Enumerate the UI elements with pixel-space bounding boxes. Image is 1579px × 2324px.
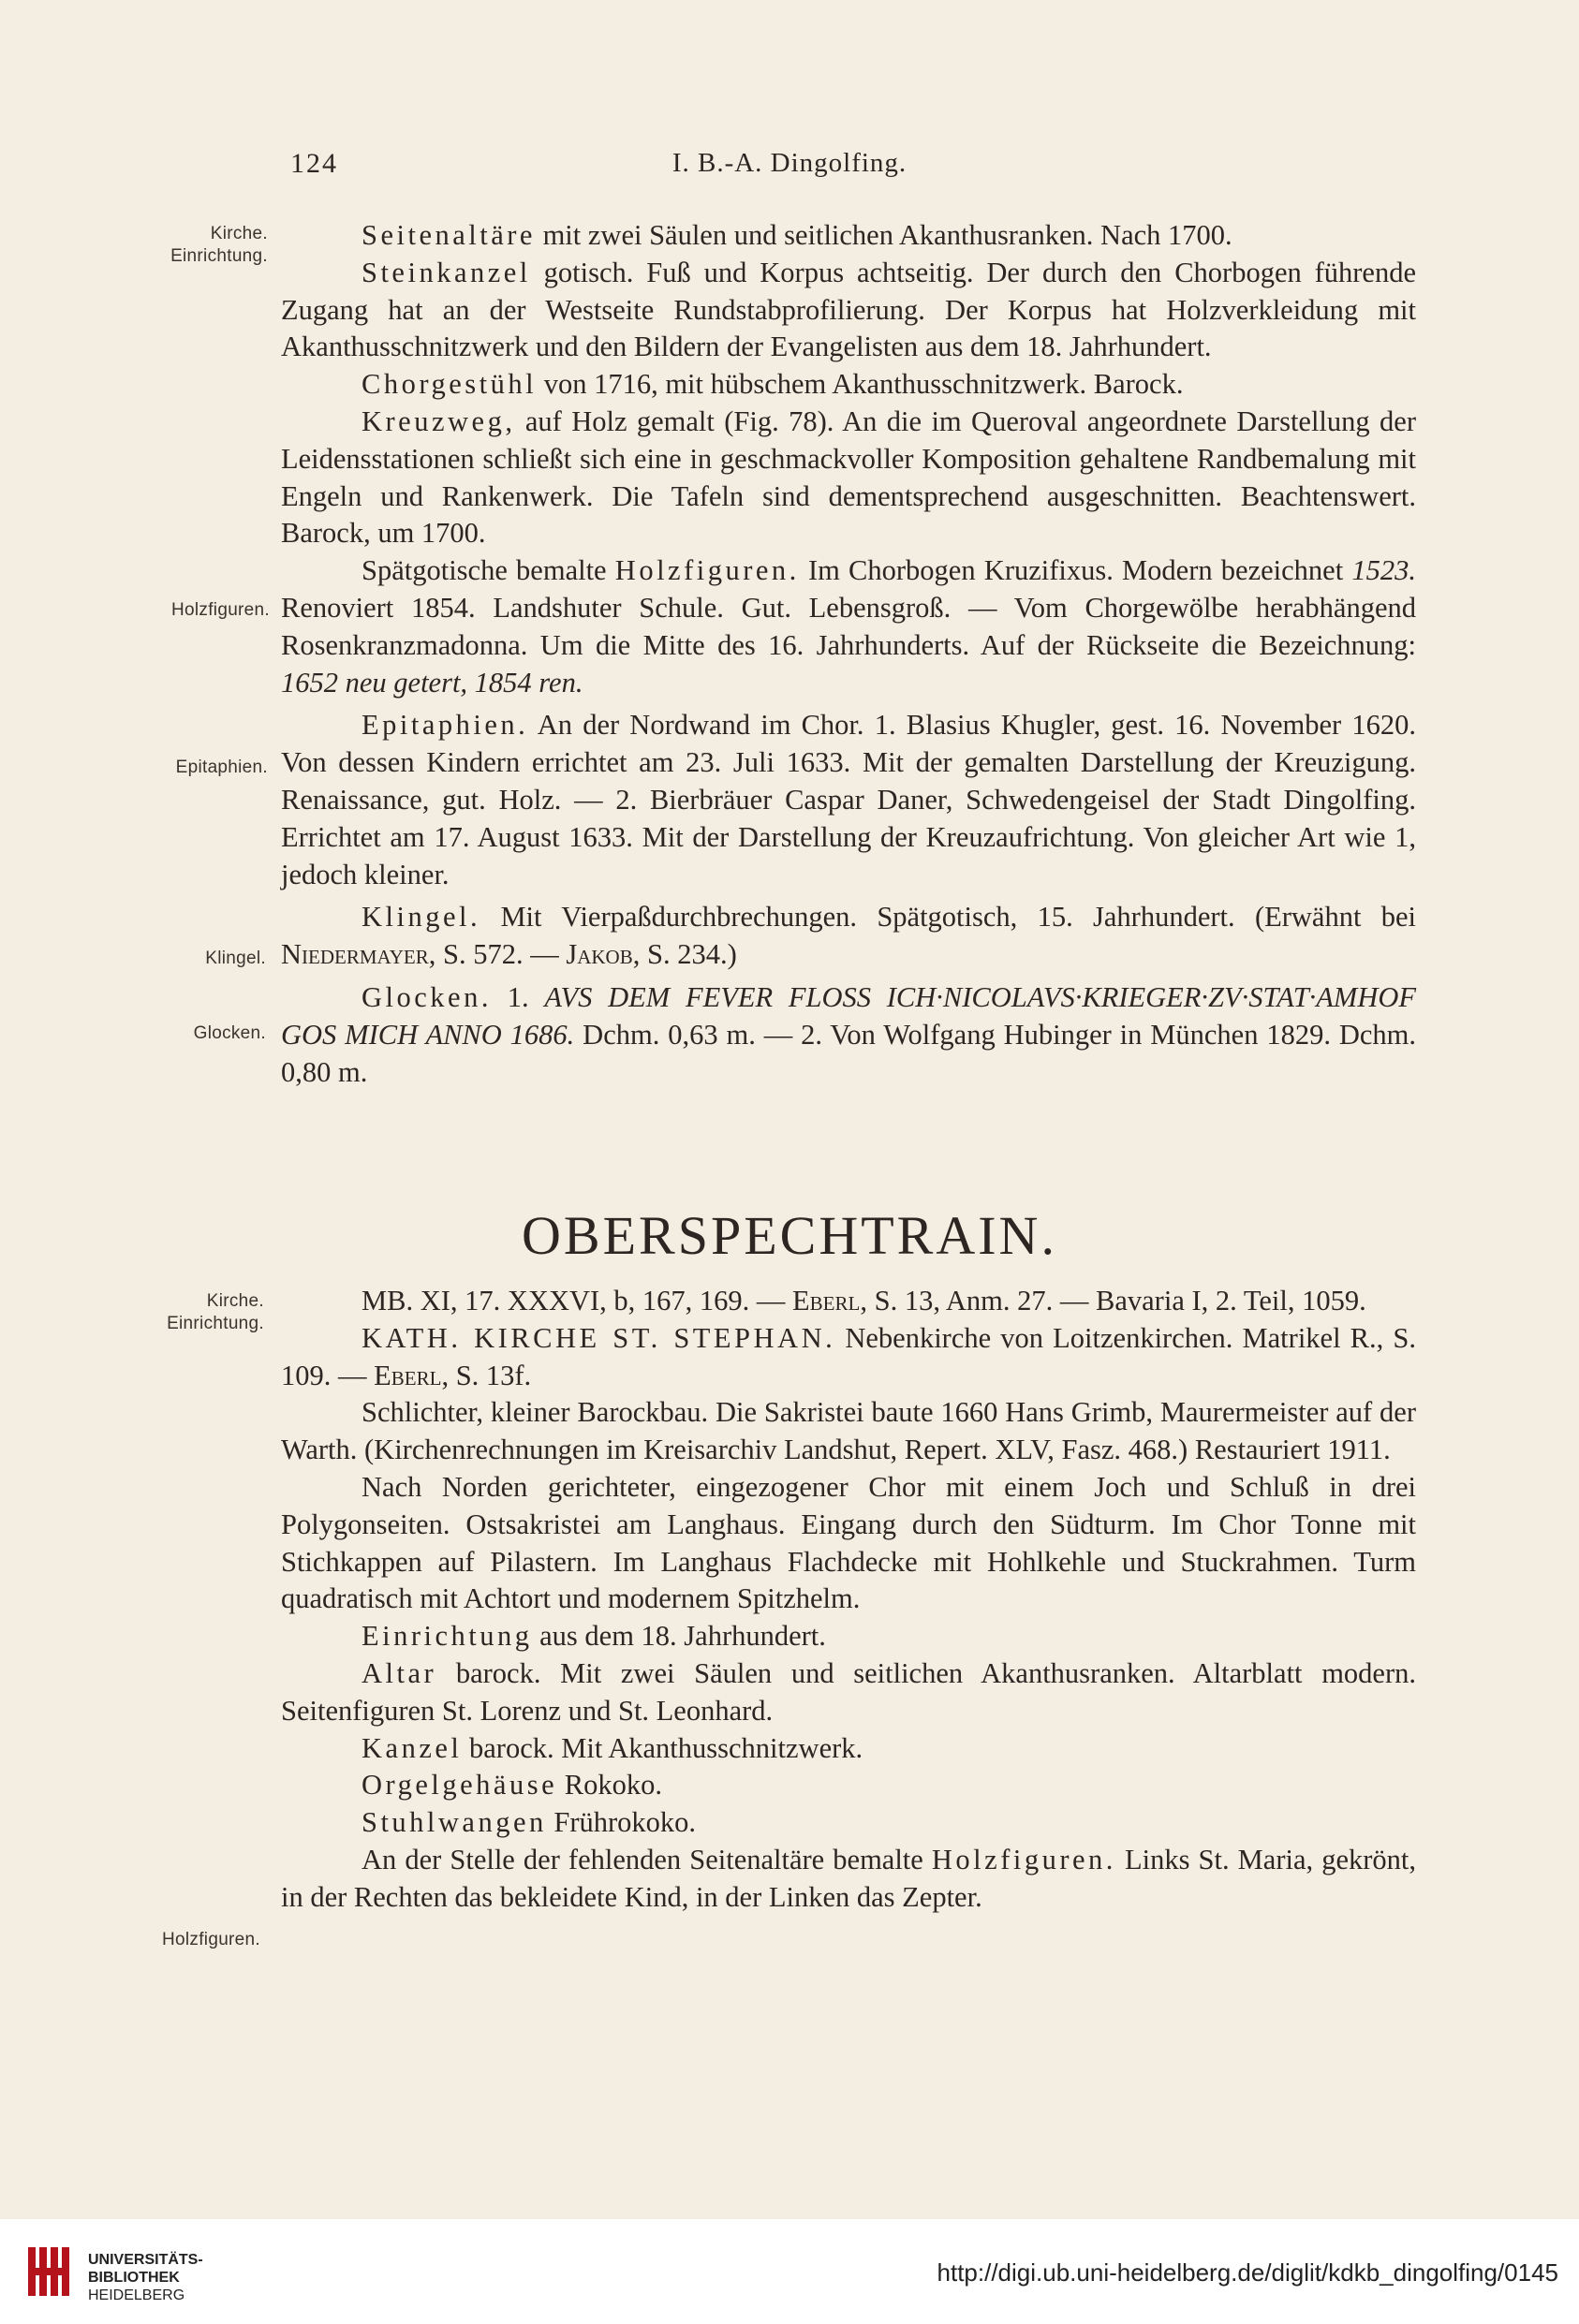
paragraph: Nach Norden gerichteter, eingezogener Chor mit einem Joch und Schluß in drei Polygonseiten. Ostsakristei am Langhaus. Eingang durch den Südturm. Im Chor Tonne mit Stichkappen auf Pilastern. Im Langhaus Flachdecke mit Hohlkehle und Stuckrahmen. Turm quadratisch mit Achtort und modernem Spitzhelm. — [281, 1470, 1416, 1615]
margin-note-glocken: Glocken. — [193, 1023, 266, 1043]
body-text-section-2 — [281, 1283, 1416, 1917]
paragraph: Orgelgehäuse Rokoko. — [362, 1769, 662, 1802]
paragraph: KATH. KIRCHE ST. STEPHAN. Nebenkirche von Loitzenkirchen. Matrikel R., S. 109. — Eberl, S. 13f. — [281, 1321, 1416, 1391]
margin-note-kirche: Kirche. Einrichtung. — [170, 224, 268, 266]
paragraph: Spätgotische bemalte Holzfiguren. Im Chorbogen Kruzifixus. Modern bezeichnet 1523. Renoviert 1854. Landshuter Schule. Gut. Lebensgroß. — Vom Chorgewölbe herabhängend Rosenkranzmadonna. Um die Mitte des 16. Jahrhunderts. Auf der Rückseite die Bezeichnung: 1652 neu getert, 1854 ren. — [281, 554, 1417, 699]
paragraph: Stuhlwangen Frührokoko. — [362, 1806, 697, 1839]
source-url-link[interactable]: http://digi.ub.uni-heidelberg.de/diglit/kdkb_dingolfing/0145 — [937, 2258, 1558, 2287]
paragraph: Kanzel barock. Mit Akanthusschnitzwerk. — [362, 1731, 863, 1764]
paragraph: Einrichtung aus dem 18. Jahrhundert. — [362, 1620, 826, 1653]
paragraph: Schlichter, kleiner Barockbau. Die Sakristei baute 1660 Hans Grimb, Maurermeister auf der Warth. (Kirchenrechnungen im Kreisarchiv Landshut, Repert. XLV, Fasz. 468.) Restauriert 1911. — [281, 1396, 1416, 1466]
margin-note-holzfiguren: Holzfiguren. — [171, 600, 270, 620]
library-logo-icon[interactable] — [24, 2243, 81, 2300]
paragraph: Epitaphien. An der Nordwand im Chor. 1. Blasius Khugler, gest. 16. November 1620. Von dessen Kindern errichtet am 23. Juli 1633. Mit der gemalten Darstellung der Kreuzigung. Renaissance, gut. Holz. — 2. Bierbräuer Caspar Daner, Schwedengeisel der Stadt Dingolfing. Errichtet am 17. August 1633. Mit der Darstellung der Kreuzaufrichtung. Von gleicher Art wie 1, jedoch kleiner. — [281, 709, 1416, 890]
paragraph: MB. XI, 17. XXXVI, b, 167, 169. — Eberl, S. 13, Anm. 27. — Bavaria I, 2. Teil, 1059. — [362, 1285, 1366, 1316]
margin-note-kirche-2: Kirche. Einrichtung. — [167, 1291, 264, 1333]
margin-note-epitaphien: Epitaphien. — [175, 758, 268, 777]
library-name: UNIVERSITÄTS- BIBLIOTHEK HEIDELBERG — [88, 2252, 203, 2303]
paragraph: Altar barock. Mit zwei Säulen und seitlichen Akanthusranken. Altarblatt modern. Seitenfiguren St. Lorenz und St. Leonhard. — [281, 1656, 1416, 1727]
paragraph: Glocken. 1. AVS DEM FEVER FLOSS ICH·NICOLAVS·KRIEGER·ZV·STAT·AMHOF GOS MICH ANNO 1686. Dchm. 0,63 m. — 2. Von Wolfgang Hubinger in München 1829. Dchm. 0,80 m. — [281, 980, 1417, 1088]
page-header — [0, 148, 1579, 189]
paragraph: An der Stelle der fehlenden Seitenaltäre bemalte Holzfiguren. Links St. Maria, gekrönt, in der Rechten das bekleidete Kind, in der Linken das Zepter. — [281, 1843, 1416, 1913]
margin-note-holzfiguren-2: Holzfiguren. — [162, 1930, 260, 1949]
paragraph: Steinkanzel gotisch. Fuß und Korpus achtseitig. Der durch den Chorbogen führende Zugang hat an der Westseite Rundstabprofilierung. Der Korpus hat Holzverkleidung mit Akanthusschnitzwerk und den Bildern der Evangelisten aus dem 18. Jahrhundert. — [281, 256, 1416, 363]
margin-note-klingel: Klingel. — [205, 949, 266, 968]
page-number: 124 — [290, 148, 338, 179]
paragraph: Kreuzweg, auf Holz gemalt (Fig. 78). An die im Queroval angeordnete Darstellung der Leidensstationen schließt sich eine in geschmackvoller Komposition gehaltene Randbemalung mit Engeln und Rankenwerk. Die Tafeln sind dementsprechend ausgeschnitten. Beachtenswert. Barock, um 1700. — [281, 404, 1416, 550]
section-heading: OBERSPECHTRAIN. — [522, 1205, 1057, 1266]
paragraph: Chorgestühl von 1716, mit hübschem Akanthusschnitzwerk. Barock. — [362, 368, 1184, 401]
paragraph: Seitenaltäre mit zwei Säulen und seitlichen Akanthusranken. Nach 1700. — [362, 219, 1232, 251]
running-title: I. B.-A. Dingolfing. — [671, 148, 908, 178]
paragraph: Klingel. Mit Vierpaßdurchbrechungen. Spätgotisch, 15. Jahrhundert. (Erwähnt bei Niedermayer, S. 572. — Jakob, S. 234.) — [281, 901, 1416, 971]
body-text-section-1 — [281, 217, 1416, 1091]
